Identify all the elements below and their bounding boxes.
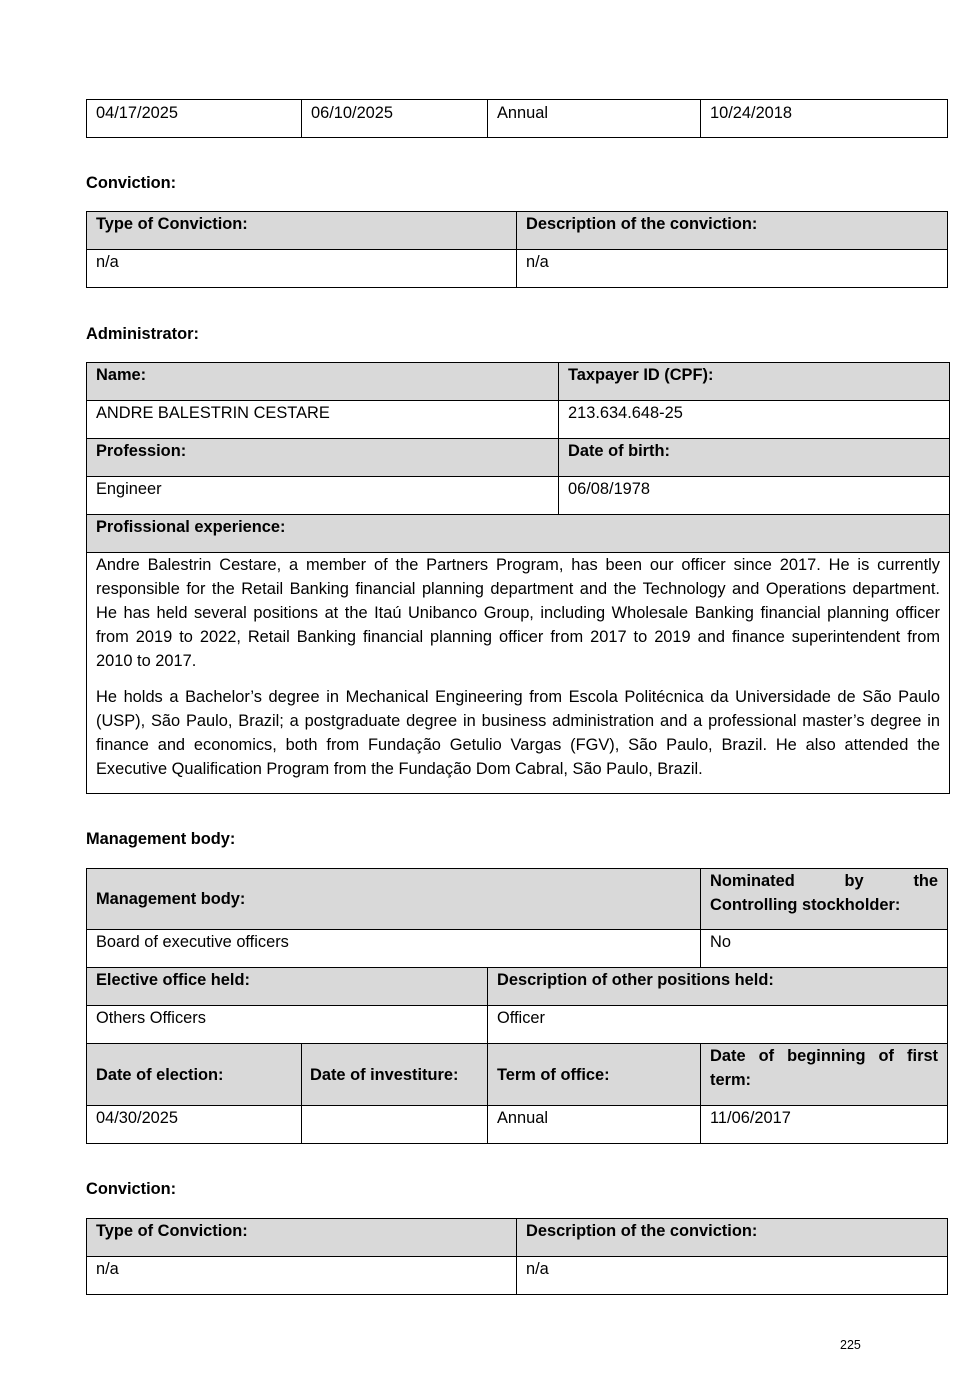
profession-value: Engineer xyxy=(87,477,559,515)
administrator-heading: Administrator: xyxy=(86,325,199,343)
conviction-description-header: Description of the conviction: xyxy=(517,212,948,250)
conviction-heading: Conviction: xyxy=(86,1180,177,1198)
conviction-description-header: Description of the conviction: xyxy=(517,1219,948,1257)
nominated-value: No xyxy=(701,930,948,968)
term-of-office-value: Annual xyxy=(488,100,701,138)
term-of-office-value: Annual xyxy=(488,1106,701,1144)
cpf-label: Taxpayer ID (CPF): xyxy=(559,363,950,401)
conviction-table xyxy=(86,1218,948,1295)
date-of-election-label: Date of election: xyxy=(87,1044,302,1106)
cpf-value: 213.634.648-25 xyxy=(559,401,950,439)
date-of-investiture-value: 06/10/2025 xyxy=(302,100,488,138)
management-body-table xyxy=(86,868,948,1144)
other-positions-value: Officer xyxy=(488,1006,948,1044)
type-of-conviction-header: Type of Conviction: xyxy=(87,1219,517,1257)
conviction-heading: Conviction: xyxy=(86,174,177,192)
management-body-label: Management body: xyxy=(87,869,701,930)
experience-label: Profissional experience: xyxy=(87,515,950,553)
name-value: ANDRE BALESTRIN CESTARE xyxy=(87,401,559,439)
type-of-conviction-value: n/a xyxy=(87,250,517,288)
page-number: 225 xyxy=(840,1338,861,1352)
conviction-table xyxy=(86,211,948,288)
first-term-label: Date of beginning of first term: xyxy=(701,1044,948,1106)
elective-office-value: Others Officers xyxy=(87,1006,488,1044)
other-positions-label: Description of other positions held: xyxy=(488,968,948,1006)
profession-label: Profession: xyxy=(87,439,559,477)
type-of-conviction-header: Type of Conviction: xyxy=(87,212,517,250)
date-of-investiture-value xyxy=(302,1106,488,1144)
date-of-election-value: 04/30/2025 xyxy=(87,1106,302,1144)
date-of-birth-label: Date of birth: xyxy=(559,439,950,477)
elective-office-label: Elective office held: xyxy=(87,968,488,1006)
term-of-office-label: Term of office: xyxy=(488,1044,701,1106)
administrator-table xyxy=(86,362,950,794)
experience-cell xyxy=(87,553,950,794)
conviction-description-value: n/a xyxy=(517,250,948,288)
management-body-heading: Management body: xyxy=(86,830,236,848)
first-term-date-value: 10/24/2018 xyxy=(701,100,948,138)
experience-paragraph: Andre Balestrin Cestare, a member of the Partners Program, has been our officer since 2017. He is currently responsible for the Retail Banking financial planning department and the Technology and Operations department. He has held several positions at the Itaú Unibanco Group, including Wholesale Banking financial planning officer from 2019 to 2022, Retail Banking financial planning officer from 2017 to 2019 and finance superintendent from 2010 to 2017. xyxy=(96,556,940,670)
first-term-value: 11/06/2017 xyxy=(701,1106,948,1144)
date-of-investiture-label: Date of investiture: xyxy=(302,1044,488,1106)
date-of-birth-value: 06/08/1978 xyxy=(559,477,950,515)
nominated-label: Nominated by the Controlling stockholder: xyxy=(701,869,948,930)
conviction-description-value: n/a xyxy=(517,1257,948,1295)
term-table-top xyxy=(86,99,948,138)
name-label: Name: xyxy=(87,363,559,401)
type-of-conviction-value: n/a xyxy=(87,1257,517,1295)
management-body-value: Board of executive officers xyxy=(87,930,701,968)
date-of-election-value: 04/17/2025 xyxy=(87,100,302,138)
experience-paragraph: He holds a Bachelor’s degree in Mechanical Engineering from Escola Politécnica da Universidade de São Paulo (USP), São Paulo, Brazil; a postgraduate degree in business administration and a professional master’s degree in finance and economics, both from Fundação Getulio Vargas (FGV), São Paulo, Brazil. He also attended the Executive Qualification Program from the Fundação Dom Cabral, São Paulo, Brazil. xyxy=(96,688,940,778)
